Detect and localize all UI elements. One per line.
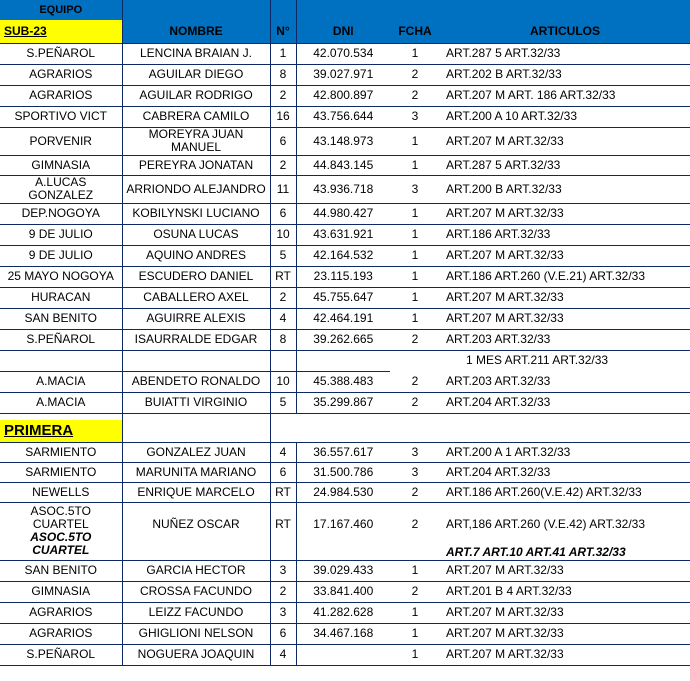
numero-cell: 5 [270, 392, 296, 413]
articulos-text: ART,186 ART.260 (V.E.42) ART.32/33 [446, 516, 646, 531]
table-row [0, 155, 690, 175]
equipo-cell: SAN BENITO [0, 560, 122, 581]
fecha-cell: 2 [390, 581, 440, 602]
articulos-cell: ART.186 ART.260(V.E.42) ART.32/33 [440, 482, 690, 502]
nombre-cell: BUIATTI VIRGINIO [122, 392, 270, 413]
dni-cell: 39.027.971 [296, 64, 390, 85]
equipo-cell: SPORTIVO VICT [0, 106, 122, 127]
fecha-cell [390, 413, 440, 442]
numero-cell: 6 [270, 203, 296, 224]
table-row [0, 266, 690, 287]
articulos-cell: ART.207 M ART. 186 ART.32/33 [440, 85, 690, 106]
equipo-bold-text: ASOC.5TO CUARTEL [30, 530, 92, 557]
articulos-cell: ART.204 ART.32/33 [440, 392, 690, 413]
numero-cell: RT [270, 482, 296, 502]
articulos-cell [440, 502, 690, 560]
numero-cell: RT [270, 502, 296, 560]
dni-cell: 24.984.530 [296, 482, 390, 502]
nombre-cell: AGUILAR DIEGO [122, 64, 270, 85]
fecha-cell: 2 [390, 371, 440, 392]
equipo-cell: AGRARIOS [0, 602, 122, 623]
numero-cell: 2 [270, 287, 296, 308]
numero-cell: 2 [270, 85, 296, 106]
numero-cell [270, 350, 296, 371]
dni-cell: 42.070.534 [296, 43, 390, 64]
dni-cell: 42.800.897 [296, 85, 390, 106]
articulos-cell: ART.204 ART.32/33 [440, 462, 690, 482]
dni-cell: 41.282.628 [296, 602, 390, 623]
articulos-cell: ART.207 M ART.32/33 [440, 560, 690, 581]
articulos-cell: ART.207 M ART.32/33 [440, 287, 690, 308]
equipo-cell: S.PEÑAROL [0, 43, 122, 64]
fecha-cell: 1 [390, 644, 440, 665]
dni-cell [296, 413, 390, 442]
fecha-cell: 1 [390, 224, 440, 245]
table-row [0, 371, 690, 392]
equipo-cell: PORVENIR [0, 127, 122, 155]
numero-cell: 4 [270, 644, 296, 665]
dni-cell: 34.467.168 [296, 623, 390, 644]
equipo-text: ASOC.5TO CUARTEL [30, 504, 91, 531]
articulos-cell: ART.207 M ART.32/33 [440, 308, 690, 329]
equipo-cell: 9 DE JULIO [0, 224, 122, 245]
equipo-cell: GIMNASIA [0, 581, 122, 602]
table-row [0, 175, 690, 203]
nombre-cell: NUÑEZ OSCAR [122, 502, 270, 560]
equipo-cell: SARMIENTO [0, 442, 122, 462]
articulos-cell: ART.200 A 10 ART.32/33 [440, 106, 690, 127]
table-row [0, 64, 690, 85]
fecha-cell: 1 [390, 308, 440, 329]
table-row [0, 442, 690, 462]
fecha-cell: 1 [390, 602, 440, 623]
equipo-cell: DEP.NOGOYA [0, 203, 122, 224]
dni-cell: 31.500.786 [296, 462, 390, 482]
numero-cell: 11 [270, 175, 296, 203]
fecha-cell: 2 [390, 329, 440, 350]
numero-cell: RT [270, 266, 296, 287]
articulos-cell: ART.287 5 ART.32/33 [440, 43, 690, 64]
fecha-cell: 3 [390, 175, 440, 203]
equipo-cell: A.LUCAS GONZALEZ [0, 175, 122, 203]
dni-cell: 45.755.647 [296, 287, 390, 308]
articulos-cell: ART.207 M ART.32/33 [440, 644, 690, 665]
articulos-cell: ART.207 M ART.32/33 [440, 203, 690, 224]
table-row [0, 623, 690, 644]
dni-cell: 44.843.145 [296, 155, 390, 175]
fecha-header: FCHA [390, 20, 440, 43]
articulos-cell: ART.207 M ART.32/33 [440, 245, 690, 266]
nombre-cell: CROSSA FACUNDO [122, 581, 270, 602]
dni-cell: 45.388.483 [296, 371, 390, 392]
equipo-cell: AGRARIOS [0, 85, 122, 106]
equipo-cell: SAN BENITO [0, 308, 122, 329]
equipo-cell: S.PEÑAROL [0, 329, 122, 350]
numero-cell: 3 [270, 602, 296, 623]
articulos-bold-text: ART.7 ART.10 ART.41 ART.32/33 [446, 544, 626, 559]
equipo-cell: AGRARIOS [0, 623, 122, 644]
mes-note-cell: 1 MES ART.211 ART.32/33 [466, 353, 609, 368]
nombre-cell: MOREYRA JUAN MANUEL [122, 127, 270, 155]
nombre-cell: AQUINO ANDRES [122, 245, 270, 266]
nombre-cell [122, 413, 270, 442]
fecha-cell: 2 [390, 85, 440, 106]
nombre-cell: KOBILYNSKI LUCIANO [122, 203, 270, 224]
numero-cell: 5 [270, 245, 296, 266]
dni-cell: 43.631.921 [296, 224, 390, 245]
numero-cell: 6 [270, 127, 296, 155]
numero-cell: 10 [270, 371, 296, 392]
dni-cell: 17.167.460 [296, 502, 390, 560]
dni-cell: 33.841.400 [296, 581, 390, 602]
nombre-cell [122, 350, 270, 371]
fecha-cell: 2 [390, 392, 440, 413]
articulos-cell: ART.201 B 4 ART.32/33 [440, 581, 690, 602]
nombre-cell: ISAURRALDE EDGAR [122, 329, 270, 350]
nombre-cell: ARRIONDO ALEJANDRO [122, 175, 270, 203]
fecha-cell: 1 [390, 623, 440, 644]
articulos-cell: ART.287 5 ART.32/33 [440, 155, 690, 175]
fecha-cell: 3 [390, 106, 440, 127]
articulos-cell: ART.200 A 1 ART.32/33 [440, 442, 690, 462]
equipo-cell: 25 MAYO NOGOYA [0, 266, 122, 287]
equipo-cell: SARMIENTO [0, 462, 122, 482]
table-row [0, 203, 690, 224]
table-row [0, 85, 690, 106]
equipo-header-row [0, 0, 690, 20]
fecha-cell: 2 [390, 64, 440, 85]
dni-cell: 42.464.191 [296, 308, 390, 329]
articulos-cell: ART.186 ART.260 (V.E.21) ART.32/33 [440, 266, 690, 287]
column-header-row [0, 20, 690, 43]
equipo-cell [0, 502, 122, 560]
dni-cell: 43.148.973 [296, 127, 390, 155]
equipo-cell [0, 350, 122, 371]
table-row [0, 287, 690, 308]
numero-cell: 16 [270, 106, 296, 127]
nombre-cell: ABENDETO RONALDO [122, 371, 270, 392]
articulos-cell: ART.207 M ART.32/33 [440, 623, 690, 644]
table-row [0, 224, 690, 245]
numero-cell: 2 [270, 155, 296, 175]
fecha-cell: 2 [390, 482, 440, 502]
equipo-cell: S.PEÑAROL [0, 644, 122, 665]
dni-cell: 39.029.433 [296, 560, 390, 581]
table-row [0, 245, 690, 266]
equipo-cell: GIMNASIA [0, 155, 122, 175]
numero-cell: 4 [270, 442, 296, 462]
nombre-cell: CABALLERO AXEL [122, 287, 270, 308]
nombre-cell: LENCINA BRAIAN J. [122, 43, 270, 64]
articulos-cell [440, 413, 690, 442]
table-row [0, 43, 690, 64]
nombre-cell: MARUNITA MARIANO [122, 462, 270, 482]
numero-cell: 6 [270, 623, 296, 644]
nombre-cell: AGUIRRE ALEXIS [122, 308, 270, 329]
primera-section-label: PRIMERA [0, 420, 122, 442]
articulos-cell: ART.203 ART.32/33 [440, 329, 690, 350]
primera-section-row [0, 413, 690, 442]
dni-cell: 43.756.644 [296, 106, 390, 127]
numero-cell: 8 [270, 64, 296, 85]
primera-label-container [0, 413, 122, 442]
fecha-cell: 3 [390, 442, 440, 462]
numero-cell: 4 [270, 308, 296, 329]
equipo-cell: NEWELLS [0, 482, 122, 502]
table-row [0, 329, 690, 350]
nombre-cell: ENRIQUE MARCELO [122, 482, 270, 502]
table-row [0, 581, 690, 602]
fecha-cell: 1 [390, 127, 440, 155]
numero-cell [270, 413, 296, 442]
table-row [0, 644, 690, 665]
articulos-cell: ART.186 ART.32/33 [440, 224, 690, 245]
fecha-cell: 2 [390, 502, 440, 560]
articulos-cell: ART.203 ART.32/33 [440, 371, 690, 392]
sub23-section-label: SUB-23 [0, 20, 122, 43]
dni-cell: 39.262.665 [296, 329, 390, 350]
numero-cell: 10 [270, 224, 296, 245]
numero-cell: 8 [270, 329, 296, 350]
nombre-cell: GHIGLIONI NELSON [122, 623, 270, 644]
numero-cell: 3 [270, 560, 296, 581]
nombre-cell: OSUNA LUCAS [122, 224, 270, 245]
table-row [0, 106, 690, 127]
table-row [0, 462, 690, 482]
equipo-cell: A.MACIA [0, 392, 122, 413]
equipo-cell: HURACAN [0, 287, 122, 308]
articulos-cell: ART.207 M ART.32/33 [440, 602, 690, 623]
dni-header: DNI [296, 20, 390, 43]
nombre-cell: GONZALEZ JUAN [122, 442, 270, 462]
articulos-cell: ART.200 B ART.32/33 [440, 175, 690, 203]
equipo-cell: 9 DE JULIO [0, 245, 122, 266]
dni-cell [296, 350, 390, 371]
articulos-cell: ART.207 M ART.32/33 [440, 127, 690, 155]
nombre-cell: CABRERA CAMILO [122, 106, 270, 127]
table-row [0, 482, 690, 502]
fecha-cell: 1 [390, 245, 440, 266]
equipo-header: EQUIPO [0, 0, 122, 20]
nombre-cell: LEIZZ FACUNDO [122, 602, 270, 623]
dni-cell: 23.115.193 [296, 266, 390, 287]
fecha-cell: 3 [390, 462, 440, 482]
fecha-cell: 1 [390, 43, 440, 64]
dni-cell [296, 644, 390, 665]
table-row [0, 502, 690, 560]
nombre-cell: ESCUDERO DANIEL [122, 266, 270, 287]
dni-cell: 44.980.427 [296, 203, 390, 224]
nombre-cell: PEREYRA JONATAN [122, 155, 270, 175]
equipo-cell: AGRARIOS [0, 64, 122, 85]
nombre-cell: AGUILAR RODRIGO [122, 85, 270, 106]
fecha-cell: 1 [390, 203, 440, 224]
articulos-header: ARTICULOS [440, 20, 690, 43]
fecha-cell: 1 [390, 287, 440, 308]
numero-cell: 1 [270, 43, 296, 64]
articulos-cell: ART.202 B ART.32/33 [440, 64, 690, 85]
dni-cell: 43.936.718 [296, 175, 390, 203]
nombre-cell: GARCIA HECTOR [122, 560, 270, 581]
fecha-cell: 1 [390, 560, 440, 581]
table-row [0, 350, 690, 371]
dni-cell: 42.164.532 [296, 245, 390, 266]
dni-cell: 35.299.867 [296, 392, 390, 413]
nombre-header: NOMBRE [122, 20, 270, 43]
nombre-cell: NOGUERA JOAQUIN [122, 644, 270, 665]
equipo-cell: A.MACIA [0, 371, 122, 392]
dni-cell: 36.557.617 [296, 442, 390, 462]
fecha-cell: 1 [390, 155, 440, 175]
table-row [0, 560, 690, 581]
numero-cell: 2 [270, 581, 296, 602]
table-row [0, 127, 690, 155]
numero-cell: 6 [270, 462, 296, 482]
numero-header: N° [270, 20, 296, 43]
table-row [0, 602, 690, 623]
table-row [0, 392, 690, 413]
table-row [0, 308, 690, 329]
fecha-cell: 1 [390, 266, 440, 287]
